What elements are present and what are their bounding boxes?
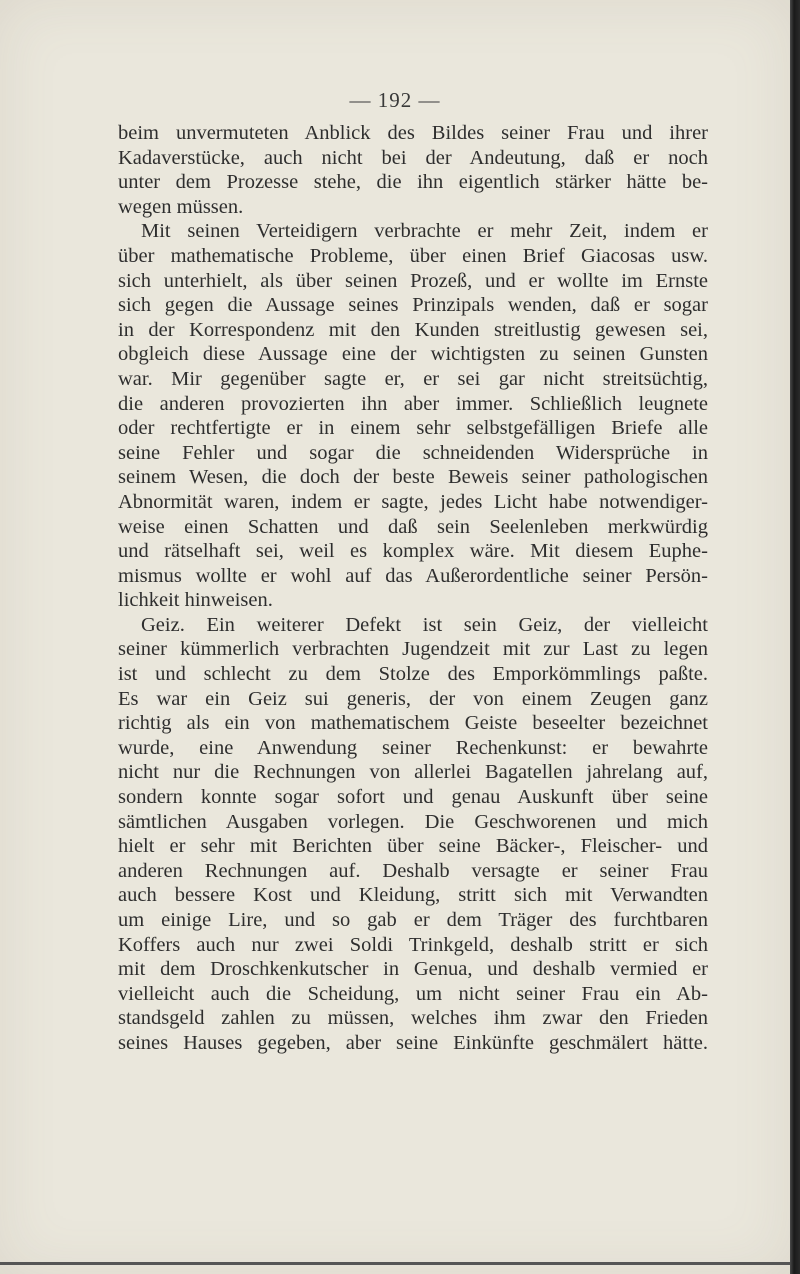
text-line: sich gegen die Aussage seines Prinzipals wenden, daß er sogar: [118, 294, 708, 317]
text-line: auch bessere Kost und Kleidung, stritt sich mit Verwandten: [118, 884, 708, 907]
text-line: Geiz. Ein weiterer Defekt ist sein Geiz, der vielleicht: [141, 613, 708, 636]
text-line: sondern konnte sogar sofort und genau Auskunft über seine: [118, 786, 708, 809]
text-line: seines Hauses gegeben, aber seine Einkünfte geschmälert hätte.: [118, 1031, 708, 1054]
text-line: wurde, eine Anwendung seiner Rechenkunst: er bewahrte: [118, 736, 708, 759]
text-line: lichkeit hinweisen.: [118, 589, 273, 612]
text-line: vielleicht auch die Scheidung, um nicht seiner Frau ein Ab-: [118, 982, 708, 1005]
text-line: Abnormität waren, indem er sagte, jedes Licht habe notwendiger-: [118, 490, 708, 513]
text-line: anderen Rechnungen auf. Deshalb versagte er seiner Frau: [118, 859, 708, 882]
text-line: sämtlichen Ausgaben vorlegen. Die Geschworenen und mich: [118, 810, 708, 833]
text-line: weise einen Schatten und daß sein Seelenleben merkwürdig: [118, 515, 708, 538]
text-line: Koffers auch nur zwei Soldi Trinkgeld, deshalb stritt er sich: [118, 933, 708, 956]
text-line: mit dem Droschkenkutscher in Genua, und deshalb vermied er: [118, 958, 708, 981]
page-number: — 192 —: [349, 88, 441, 112]
text-line: die anderen provozierten ihn aber immer. Schließlich leugnete: [118, 392, 708, 415]
text-line: Es war ein Geiz sui generis, der von einem Zeugen ganz: [118, 687, 708, 710]
text-line: Mit seinen Verteidigern verbrachte er mehr Zeit, indem er: [141, 220, 708, 243]
text-line: obgleich diese Aussage eine der wichtigsten zu seinen Gunsten: [118, 343, 708, 366]
text-line: um einige Lire, und so gab er dem Träger des furchtbaren: [118, 909, 708, 931]
text-line: seiner kümmerlich verbrachten Jugendzeit mit zur Last zu legen: [118, 638, 708, 661]
text-line: mismus wollte er wohl auf das Außerordentliche seiner Persön-: [118, 564, 708, 587]
text-line: sich unterhielt, als über seinen Prozeß, und er wollte im Ernste: [118, 269, 708, 292]
text-line: richtig als ein von mathematischem Geiste beseelter bezeichnet: [118, 712, 708, 735]
text-line: hielt er sehr mit Berichten über seine Bäcker-, Fleischer- und: [118, 835, 708, 858]
text-line: beim unvermuteten Anblick des Bildes seiner Frau und ihrer: [118, 122, 708, 144]
text-line: und rätselhaft sei, weil es komplex wäre. Mit diesem Euphe-: [118, 540, 708, 563]
text-line: unter dem Prozesse stehe, die ihn eigentlich stärker hätte be-: [118, 171, 708, 194]
text-line: oder rechtfertigte er in einem sehr selbstgefälligen Briefe alle: [118, 417, 708, 440]
text-line: war. Mir gegenüber sagte er, er sei gar nicht streitsüchtig,: [118, 367, 708, 390]
text-line: standsgeld zahlen zu müssen, welches ihm zwar den Frieden: [118, 1007, 708, 1030]
binding-edge: [790, 0, 800, 1274]
text-line: seinem Wesen, die doch der beste Beweis seiner pathologischen: [118, 466, 708, 489]
text-line: Kadaverstücke, auch nicht bei der Andeutung, daß er noch: [118, 146, 708, 169]
body-text: [118, 121, 708, 1056]
text-line: wegen müssen.: [118, 195, 244, 218]
page-bottom-edge: [0, 1262, 790, 1265]
text-line: seine Fehler und sogar die schneidenden Widersprüche in: [118, 441, 708, 464]
text-line: über mathematische Probleme, über einen Brief Giacosas usw.: [118, 244, 708, 267]
text-line: nicht nur die Rechnungen von allerlei Bagatellen jahrelang auf,: [118, 761, 708, 784]
text-line: ist und schlecht zu dem Stolze des Emporkömmlings paßte.: [118, 663, 708, 686]
text-line: in der Korrespondenz mit den Kunden streitlustig gewesen sei,: [118, 318, 708, 341]
